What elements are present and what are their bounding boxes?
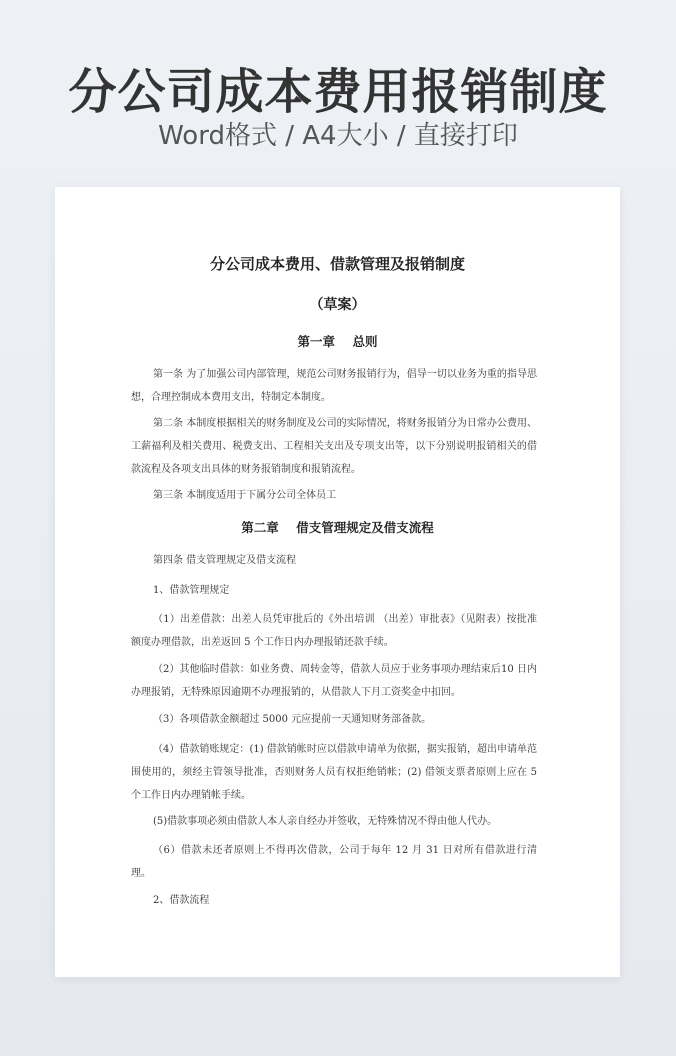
- article-1: 第一条 为了加强公司内部管理，规范公司财务报销行为，倡导一切以业务为重的指导思想，合理控制成本费用支出，特制定本制度。: [131, 369, 537, 403]
- article-2: 第二条 本制度根据相关的财务制度及公司的实际情况，将财务报销分为日常办公费用、工薪福利及相关费用、税费支出、工程相关支出及专项支出等，以下分别说明报销相关的借款流程及各项支出具体的财务报销制度和报销流程。: [131, 418, 537, 475]
- draft-label: （草案）: [309, 297, 366, 313]
- chapter-1-heading: 第一章 总则: [297, 334, 378, 349]
- item-2: （2）其他临时借款：如业务费、周转金等，借款人员应于业务事项办理结束后10 日内办理报销，无特殊原因逾期不办理报销的，从借款人下月工资奖金中扣回。: [131, 664, 537, 698]
- section-1-heading: 1、借款管理规定: [153, 585, 230, 596]
- banner-subtitle: Word格式 / A4大小 / 直接打印: [158, 121, 518, 151]
- item-5: (5)借款事项必须由借款人本人亲自经办并签收，无特殊情况不得由他人代办。: [153, 816, 498, 827]
- item-4: （4）借款销账规定：(1) 借款销帐时应以借款申请单为依据，据实报销，超出申请单范围使用的，须经主管领导批准，否则财务人员有权拒绝销帐；(2) 借领支票者原则上应在 5 个工作日内办理销帐手续。: [131, 744, 537, 801]
- article-4: 第四条 借支管理规定及借支流程: [153, 555, 297, 566]
- article-3: 第三条 本制度适用于下属分公司全体员工: [153, 490, 337, 501]
- chapter-2-heading: 第二章 借支管理规定及借支流程: [241, 520, 434, 535]
- section-2-heading: 2、借款流程: [153, 895, 210, 906]
- item-1: （1）出差借款：出差人员凭审批后的《外出培训 （出差）审批表》（见附表）按批准额度办理借款，出差返回 5 个工作日内办理报销还款手续。: [131, 614, 537, 648]
- document-title: 分公司成本费用、借款管理及报销制度: [209, 255, 465, 273]
- document-page: [55, 187, 620, 977]
- banner-title: 分公司成本费用报销制度: [68, 64, 608, 120]
- item-6: （6）借款未还者原则上不得再次借款，公司于每年 12 月 31 日对所有借款进行清理。: [131, 845, 537, 879]
- item-3: （3）各项借款金额超过 5000 元应提前一天通知财务部备款。: [153, 714, 432, 725]
